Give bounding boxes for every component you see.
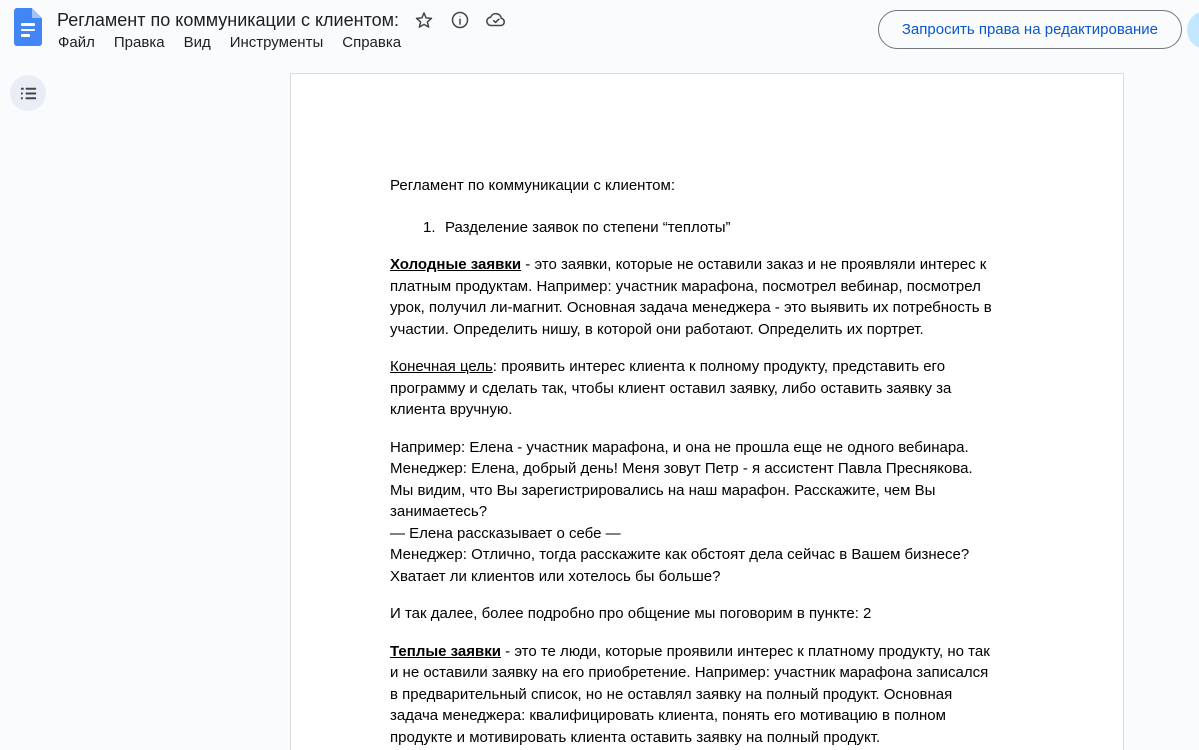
doc-line: клиента вручную. bbox=[390, 401, 513, 418]
app-header bbox=[0, 0, 1199, 62]
menu-tools[interactable]: Инструменты bbox=[229, 34, 324, 51]
doc-line: урок, получил ли-магнит. Основная задача менеджера - это выявить их потребность в bbox=[390, 299, 992, 316]
doc-line: в предварительный список, но не оставлял заявку на полный продукт. Основная bbox=[390, 685, 953, 703]
doc-line: Мы видим, что Вы зарегистрировались на наш марафон. Расскажите, чем Вы bbox=[390, 481, 936, 499]
doc-line: и не оставили заявку на его приобретение. Например: участник марафона записался bbox=[390, 664, 989, 681]
doc-paragraph bbox=[390, 356, 1031, 421]
menu-edit[interactable]: Правка bbox=[113, 34, 165, 51]
doc-list-item bbox=[390, 217, 1031, 239]
doc-line: Менеджер: Елена, добрый день! Меня зовут Петр - я ассистент Павла Преснякова. bbox=[390, 460, 973, 477]
doc-line: задача менеджера: квалифицировать клиента, понять его мотивацию в полном bbox=[390, 707, 946, 724]
star-icon[interactable] bbox=[413, 9, 435, 31]
doc-paragraph bbox=[390, 641, 1031, 749]
account-avatar[interactable] bbox=[1187, 11, 1199, 49]
request-edit-access-button[interactable]: Запросить права на редактирование bbox=[878, 10, 1182, 49]
doc-line: — Елена рассказывает о себе — bbox=[390, 524, 621, 542]
document-page bbox=[290, 73, 1124, 750]
doc-line: Теплые заявки - это те люди, которые проявили интерес к платному продукту, но так bbox=[390, 642, 990, 660]
doc-paragraph bbox=[390, 603, 1031, 625]
doc-line: продукте и мотивировать клиента оставить заявку на полный продукт. bbox=[390, 728, 881, 746]
doc-line: Регламент по коммуникации с клиентом: bbox=[390, 177, 675, 194]
google-docs-logo-icon[interactable] bbox=[14, 8, 42, 46]
doc-line: занимаетесь? bbox=[390, 503, 488, 520]
doc-line: программу и сделать так, чтобы клиент оставил заявку, либо оставить заявку за bbox=[390, 379, 952, 397]
doc-line: И так далее, более подробно про общение мы поговорим в пункте: 2 bbox=[390, 605, 872, 622]
doc-line: Холодные заявки - это заявки, которые не оставили заказ и не проявляли интерес к bbox=[390, 256, 987, 273]
info-icon[interactable] bbox=[449, 9, 471, 31]
doc-line: платным продуктам. Например: участник марафона, посмотрел вебинар, посмотрел bbox=[390, 277, 981, 295]
doc-line: Конечная цель: проявить интерес клиента к полному продукту, представить его bbox=[390, 358, 946, 375]
doc-line: Хватает ли клиентов или хотелось бы больше? bbox=[390, 567, 721, 585]
document-title[interactable]: Регламент по коммуникации с клиентом: bbox=[57, 9, 399, 30]
menubar bbox=[57, 33, 402, 52]
doc-line: Менеджер: Отлично, тогда расскажите как обстоят дела сейчас в Вашем бизнесе? bbox=[390, 546, 970, 563]
doc-line: Например: Елена - участник марафона, и она не прошла еще не одного вебинара. bbox=[390, 438, 969, 456]
menu-view[interactable]: Вид bbox=[183, 34, 211, 51]
menu-file[interactable]: Файл bbox=[58, 34, 95, 51]
doc-paragraph bbox=[390, 175, 1031, 197]
docs-icon-fold-cut bbox=[32, 8, 42, 18]
doc-line: участии. Определить нишу, в которой они работают. Определить их портрет. bbox=[390, 320, 924, 338]
menu-help[interactable]: Справка bbox=[342, 34, 402, 51]
doc-paragraph bbox=[390, 437, 1031, 588]
doc-line: Разделение заявок по степени “теплоты” bbox=[445, 218, 731, 236]
doc-text bbox=[291, 74, 1031, 748]
document-outline-button[interactable] bbox=[10, 75, 46, 111]
list-item-number: 1. bbox=[423, 218, 436, 236]
doc-paragraph bbox=[390, 254, 1031, 340]
title-row bbox=[57, 9, 507, 31]
document-outline-icon bbox=[19, 84, 38, 103]
cloud-check-icon[interactable] bbox=[485, 9, 507, 31]
